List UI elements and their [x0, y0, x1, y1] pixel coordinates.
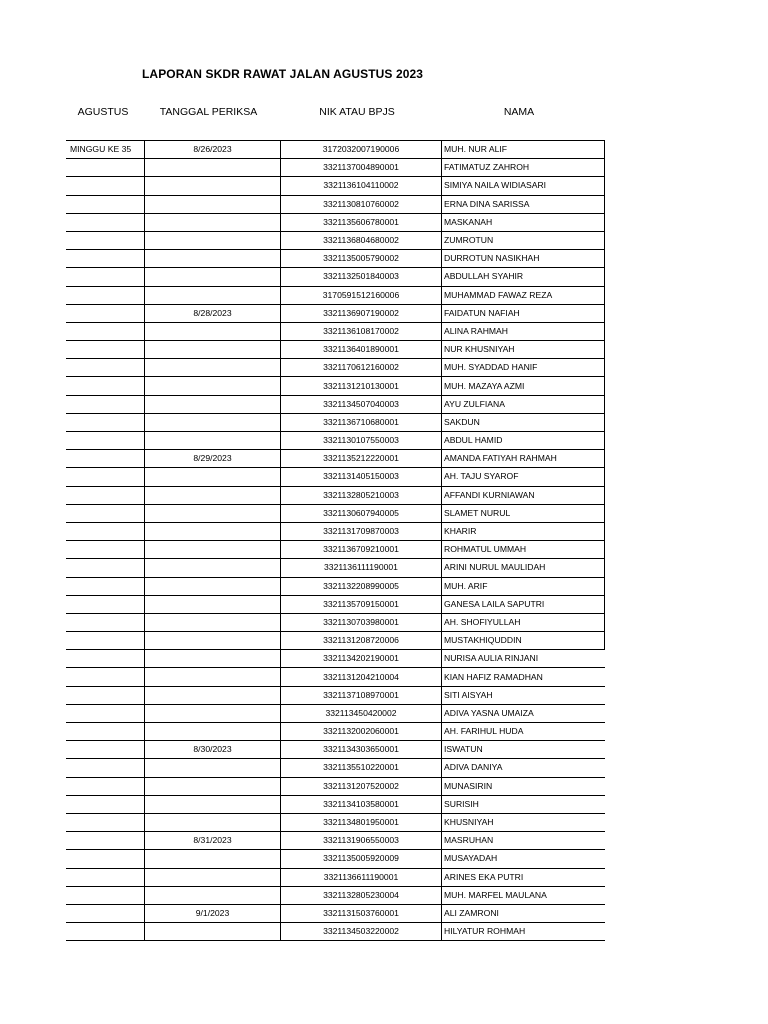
cell-tanggal-periksa: [145, 813, 281, 831]
cell-nik-bpjs: 3321136104110002: [281, 177, 442, 195]
cell-agustus: [66, 286, 145, 304]
cell-nik-bpjs: 3321170612160002: [281, 359, 442, 377]
cell-tanggal-periksa: [145, 868, 281, 886]
cell-tanggal-periksa: [145, 359, 281, 377]
cell-tanggal-periksa: [145, 559, 281, 577]
cell-nik-bpjs: 3321131208720006: [281, 632, 442, 650]
cell-agustus: [66, 904, 145, 922]
table-row: [66, 777, 605, 795]
cell-nama: SAKDUN: [442, 413, 605, 431]
table-row: [66, 650, 605, 668]
table-row: [66, 450, 605, 468]
table-row: [66, 904, 605, 922]
cell-nama: ALI ZAMRONI: [442, 904, 605, 922]
cell-nama: ISWATUN: [442, 741, 605, 759]
cell-tanggal-periksa: [145, 759, 281, 777]
cell-agustus: [66, 322, 145, 340]
cell-nik-bpjs: 3321136710680001: [281, 413, 442, 431]
cell-tanggal-periksa: [145, 195, 281, 213]
cell-agustus: [66, 850, 145, 868]
cell-nama: MUHAMMAD FAWAZ REZA: [442, 286, 605, 304]
cell-tanggal-periksa: [145, 650, 281, 668]
table-row: [66, 286, 605, 304]
cell-agustus: [66, 177, 145, 195]
cell-nik-bpjs: 3321135510220001: [281, 759, 442, 777]
table-row: [66, 250, 605, 268]
cell-tanggal-periksa: [145, 577, 281, 595]
cell-nama: KHARIR: [442, 522, 605, 540]
cell-agustus: [66, 723, 145, 741]
cell-nama: ADIVA YASNA UMAIZA: [442, 704, 605, 722]
cell-tanggal-periksa: [145, 341, 281, 359]
cell-agustus: [66, 704, 145, 722]
cell-nik-bpjs: 3321136401890001: [281, 341, 442, 359]
cell-nik-bpjs: 3321130703980001: [281, 613, 442, 631]
table-row: [66, 268, 605, 286]
cell-tanggal-periksa: [145, 432, 281, 450]
cell-agustus: [66, 468, 145, 486]
cell-nama: AH. TAJU SYAROF: [442, 468, 605, 486]
cell-nama: FAIDATUN NAFIAH: [442, 304, 605, 322]
cell-nama: GANESA LAILA SAPUTRI: [442, 595, 605, 613]
table-row: [66, 413, 605, 431]
cell-nama: MASKANAH: [442, 213, 605, 231]
cell-nama: SITI AISYAH: [442, 686, 605, 704]
cell-nama: HILYATUR ROHMAH: [442, 923, 605, 941]
table-row: [66, 759, 605, 777]
cell-tanggal-periksa: [145, 413, 281, 431]
cell-tanggal-periksa: 8/29/2023: [145, 450, 281, 468]
cell-nik-bpjs: 3321130607940005: [281, 504, 442, 522]
cell-tanggal-periksa: [145, 377, 281, 395]
cell-tanggal-periksa: [145, 286, 281, 304]
cell-agustus: [66, 432, 145, 450]
table-row: [66, 559, 605, 577]
cell-nama: MUH. ARIF: [442, 577, 605, 595]
table-row: [66, 504, 605, 522]
cell-tanggal-periksa: [145, 541, 281, 559]
column-header-tanggal-periksa: TANGGAL PERIKSA: [159, 106, 258, 118]
cell-nama: ABDUL HAMID: [442, 432, 605, 450]
cell-nama: AFFANDI KURNIAWAN: [442, 486, 605, 504]
table-row: [66, 432, 605, 450]
cell-agustus: [66, 923, 145, 941]
cell-agustus: [66, 304, 145, 322]
cell-nik-bpjs: 3172032007190006: [281, 141, 442, 159]
cell-agustus: [66, 741, 145, 759]
table-row: [66, 377, 605, 395]
cell-nik-bpjs: 3321132002060001: [281, 723, 442, 741]
cell-nik-bpjs: 3321130810760002: [281, 195, 442, 213]
cell-nik-bpjs: 332113450420002: [281, 704, 442, 722]
table-row: [66, 613, 605, 631]
cell-tanggal-periksa: [145, 468, 281, 486]
cell-nik-bpjs: 3321134507040003: [281, 395, 442, 413]
cell-nik-bpjs: 3321130107550003: [281, 432, 442, 450]
cell-nik-bpjs: 3321136804680002: [281, 231, 442, 249]
cell-tanggal-periksa: [145, 632, 281, 650]
cell-agustus: [66, 359, 145, 377]
cell-tanggal-periksa: 8/26/2023: [145, 141, 281, 159]
cell-nama: NURISA AULIA RINJANI: [442, 650, 605, 668]
table-row: [66, 795, 605, 813]
cell-agustus: [66, 504, 145, 522]
table-row: [66, 195, 605, 213]
cell-nik-bpjs: 3321136709210001: [281, 541, 442, 559]
cell-tanggal-periksa: [145, 723, 281, 741]
cell-nama: AH. FARIHUL HUDA: [442, 723, 605, 741]
cell-agustus: MINGGU KE 35: [66, 141, 145, 159]
cell-nik-bpjs: 3321132805230004: [281, 886, 442, 904]
cell-nik-bpjs: 3321135005920009: [281, 850, 442, 868]
table-row: [66, 395, 605, 413]
cell-nama: ALINA RAHMAH: [442, 322, 605, 340]
cell-nik-bpjs: 3321137004890001: [281, 159, 442, 177]
cell-nik-bpjs: 3321131204210004: [281, 668, 442, 686]
table-row: [66, 359, 605, 377]
cell-agustus: [66, 668, 145, 686]
cell-tanggal-periksa: [145, 923, 281, 941]
table-row: [66, 632, 605, 650]
table-row: [66, 141, 605, 159]
cell-tanggal-periksa: [145, 777, 281, 795]
cell-nama: FATIMATUZ ZAHROH: [442, 159, 605, 177]
cell-tanggal-periksa: [145, 668, 281, 686]
table-row: [66, 486, 605, 504]
cell-tanggal-periksa: [145, 177, 281, 195]
cell-tanggal-periksa: [145, 795, 281, 813]
table-row: [66, 522, 605, 540]
cell-agustus: [66, 486, 145, 504]
cell-nama: MUH. NUR ALIF: [442, 141, 605, 159]
table-row: [66, 868, 605, 886]
cell-nik-bpjs: 3321135005790002: [281, 250, 442, 268]
cell-agustus: [66, 795, 145, 813]
cell-tanggal-periksa: 8/30/2023: [145, 741, 281, 759]
cell-nama: ABDULLAH SYAHIR: [442, 268, 605, 286]
column-header-agustus: AGUSTUS: [77, 106, 129, 118]
cell-tanggal-periksa: [145, 595, 281, 613]
cell-nik-bpjs: 3321136611190001: [281, 868, 442, 886]
cell-nama: MUSTAKHIQUDDIN: [442, 632, 605, 650]
patient-table-body: [66, 141, 605, 941]
cell-nama: MUNASIRIN: [442, 777, 605, 795]
cell-agustus: [66, 195, 145, 213]
cell-nama: KIAN HAFIZ RAMADHAN: [442, 668, 605, 686]
cell-agustus: [66, 613, 145, 631]
cell-tanggal-periksa: 8/28/2023: [145, 304, 281, 322]
cell-nik-bpjs: 3321136907190002: [281, 304, 442, 322]
cell-nik-bpjs: 3321131503760001: [281, 904, 442, 922]
cell-nama: MUH. MARFEL MAULANA: [442, 886, 605, 904]
table-row: [66, 177, 605, 195]
cell-nik-bpjs: 3321131906550003: [281, 832, 442, 850]
cell-nik-bpjs: 3321134103580001: [281, 795, 442, 813]
cell-nama: KHUSNIYAH: [442, 813, 605, 831]
cell-agustus: [66, 341, 145, 359]
cell-tanggal-periksa: 8/31/2023: [145, 832, 281, 850]
table-row: [66, 159, 605, 177]
cell-nama: ROHMATUL UMMAH: [442, 541, 605, 559]
table-row: [66, 686, 605, 704]
cell-nama: AH. SHOFIYULLAH: [442, 613, 605, 631]
cell-agustus: [66, 632, 145, 650]
cell-nik-bpjs: 3321131405150003: [281, 468, 442, 486]
cell-agustus: [66, 759, 145, 777]
cell-tanggal-periksa: [145, 886, 281, 904]
table-row: [66, 322, 605, 340]
cell-tanggal-periksa: [145, 322, 281, 340]
cell-nik-bpjs: 3321137108970001: [281, 686, 442, 704]
cell-nik-bpjs: 3321135606780001: [281, 213, 442, 231]
cell-tanggal-periksa: [145, 268, 281, 286]
column-header-nik-bpjs: NIK ATAU BPJS: [319, 106, 395, 118]
cell-nik-bpjs: 3170591512160006: [281, 286, 442, 304]
cell-nama: ARINI NURUL MAULIDAH: [442, 559, 605, 577]
cell-agustus: [66, 159, 145, 177]
table-row: [66, 832, 605, 850]
cell-nama: MUH. SYADDAD HANIF: [442, 359, 605, 377]
table-row: [66, 231, 605, 249]
cell-nama: ADIVA DANIYA: [442, 759, 605, 777]
cell-nama: NUR KHUSNIYAH: [442, 341, 605, 359]
cell-nik-bpjs: 3321135212220001: [281, 450, 442, 468]
cell-nik-bpjs: 3321131207520002: [281, 777, 442, 795]
cell-nik-bpjs: 3321132805210003: [281, 486, 442, 504]
cell-tanggal-periksa: [145, 686, 281, 704]
table-row: [66, 541, 605, 559]
table-row: [66, 595, 605, 613]
cell-tanggal-periksa: 9/1/2023: [145, 904, 281, 922]
cell-nama: SIMIYA NAILA WIDIASARI: [442, 177, 605, 195]
cell-nik-bpjs: 3321134303650001: [281, 741, 442, 759]
cell-nama: ERNA DINA SARISSA: [442, 195, 605, 213]
table-row: [66, 577, 605, 595]
cell-agustus: [66, 813, 145, 831]
table-row: [66, 886, 605, 904]
cell-agustus: [66, 777, 145, 795]
cell-nik-bpjs: 3321132208990005: [281, 577, 442, 595]
table-row: [66, 468, 605, 486]
cell-agustus: [66, 686, 145, 704]
cell-nama: MUH. MAZAYA AZMI: [442, 377, 605, 395]
cell-nama: MUSAYADAH: [442, 850, 605, 868]
cell-nik-bpjs: 3321134202190001: [281, 650, 442, 668]
table-row: [66, 850, 605, 868]
cell-nik-bpjs: 3321131210130001: [281, 377, 442, 395]
cell-tanggal-periksa: [145, 613, 281, 631]
cell-agustus: [66, 868, 145, 886]
cell-nik-bpjs: 3321135709150001: [281, 595, 442, 613]
patient-table: [66, 140, 605, 941]
cell-agustus: [66, 522, 145, 540]
cell-tanggal-periksa: [145, 231, 281, 249]
cell-agustus: [66, 450, 145, 468]
cell-agustus: [66, 541, 145, 559]
column-header-nama: NAMA: [503, 106, 535, 118]
cell-nama: ZUMROTUN: [442, 231, 605, 249]
cell-agustus: [66, 577, 145, 595]
cell-agustus: [66, 213, 145, 231]
cell-nama: MASRUHAN: [442, 832, 605, 850]
cell-agustus: [66, 268, 145, 286]
cell-agustus: [66, 886, 145, 904]
cell-tanggal-periksa: [145, 395, 281, 413]
cell-tanggal-periksa: [145, 704, 281, 722]
cell-nama: ARINES EKA PUTRI: [442, 868, 605, 886]
cell-nama: SLAMET NURUL: [442, 504, 605, 522]
cell-agustus: [66, 377, 145, 395]
cell-nama: DURROTUN NASIKHAH: [442, 250, 605, 268]
cell-tanggal-periksa: [145, 213, 281, 231]
cell-nik-bpjs: 3321136111190001: [281, 559, 442, 577]
table-row: [66, 741, 605, 759]
cell-nama: AYU ZULFIANA: [442, 395, 605, 413]
cell-agustus: [66, 650, 145, 668]
cell-tanggal-periksa: [145, 850, 281, 868]
cell-tanggal-periksa: [145, 250, 281, 268]
cell-agustus: [66, 559, 145, 577]
cell-agustus: [66, 231, 145, 249]
cell-tanggal-periksa: [145, 486, 281, 504]
table-row: [66, 923, 605, 941]
cell-tanggal-periksa: [145, 159, 281, 177]
cell-nik-bpjs: 3321134801950001: [281, 813, 442, 831]
cell-agustus: [66, 413, 145, 431]
cell-nama: SURISIH: [442, 795, 605, 813]
table-row: [66, 213, 605, 231]
cell-tanggal-periksa: [145, 504, 281, 522]
cell-nik-bpjs: 3321136108170002: [281, 322, 442, 340]
cell-tanggal-periksa: [145, 522, 281, 540]
cell-agustus: [66, 595, 145, 613]
table-row: [66, 813, 605, 831]
table-row: [66, 668, 605, 686]
table-row: [66, 341, 605, 359]
cell-agustus: [66, 395, 145, 413]
cell-agustus: [66, 832, 145, 850]
table-row: [66, 723, 605, 741]
cell-nama: AMANDA FATIYAH RAHMAH: [442, 450, 605, 468]
table-row: [66, 704, 605, 722]
table-row: [66, 304, 605, 322]
report-title: LAPORAN SKDR RAWAT JALAN AGUSTUS 2023: [142, 67, 424, 81]
cell-nik-bpjs: 3321131709870003: [281, 522, 442, 540]
cell-nik-bpjs: 3321134503220002: [281, 923, 442, 941]
cell-nik-bpjs: 3321132501840003: [281, 268, 442, 286]
cell-agustus: [66, 250, 145, 268]
